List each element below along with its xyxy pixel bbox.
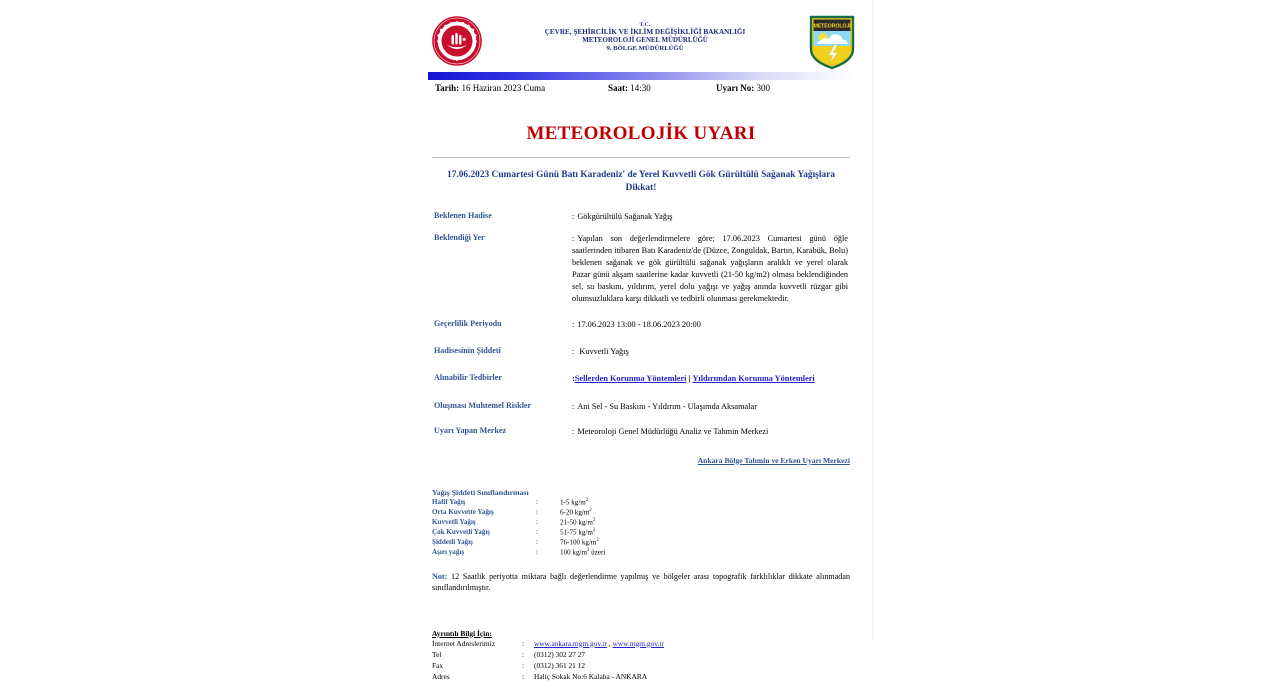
classification-name: Orta Kuvvette Yağış	[432, 507, 494, 516]
classification-colon: :	[536, 507, 538, 516]
field-value-validity: : 17.06.2023 13:00 - 18.06.2023 20:00	[572, 320, 701, 330]
field-row-center	[432, 426, 850, 438]
time-label: Saat:	[608, 83, 628, 93]
ministry-line-1: T.C.	[639, 22, 651, 28]
link-lightning-protection[interactable]: Yıldırımdan Korunma Yöntemleri	[692, 373, 815, 383]
field-label-risks: Oluşması Muhtemel Riskler	[434, 400, 532, 410]
classification-name: Şiddetli Yağış	[432, 537, 473, 546]
field-row-measures	[432, 373, 850, 385]
field-label-measures: Alınabilir Tedbirler	[434, 372, 502, 382]
contact-key: Adres	[432, 671, 450, 681]
turkish-republic-emblem-icon	[431, 15, 483, 67]
warning-no-label: Uyarı No:	[716, 83, 755, 93]
contact-value: (0312) 361 21 12	[534, 660, 586, 670]
contact-value: (0312) 302 27 27	[534, 649, 586, 659]
document-meta-row	[428, 83, 854, 99]
classification-colon: :	[536, 497, 538, 506]
field-row-severity	[432, 346, 850, 358]
field-label-center: Uyarı Yapan Merkez	[434, 425, 507, 435]
link-flood-protection[interactable]: Sellerden Korunma Yöntemleri	[574, 373, 687, 383]
classification-value: 1-5 $kg/m^2$	[560, 497, 589, 506]
header-gradient-bar	[428, 72, 854, 80]
contact-row	[432, 650, 664, 661]
classification-colon: :	[536, 537, 538, 546]
contact-key: Fax	[432, 660, 444, 670]
page-title: METEOROLOJİK UYARI	[526, 123, 756, 144]
note-text: 12 Saatlik periyotta miktara bağlı değerlendirme yapılmış ve bölgeler arası topografik farklılıklar dikkate alınmadan sınıflandırılmıştır.	[432, 571, 850, 593]
field-label-event: Beklenen Hadise	[434, 211, 492, 221]
contact-row	[432, 672, 664, 683]
classification-value: 51-75 $kg/m^2$	[560, 527, 596, 536]
contact-colon: :	[522, 671, 525, 681]
field-value-severity-text: Kuvvetli Yağış	[579, 346, 629, 356]
classification-title: Yağış Şiddeti Sınıflandırması	[432, 487, 529, 497]
field-value-measures: :Sellerden Korunma Yöntemleri | Yıldırımdan Korunma Yöntemleri	[572, 373, 815, 383]
document-masthead	[410, 0, 872, 72]
contact-key: Tel	[432, 649, 442, 659]
classification-value: 21-50 $kg/m^2$	[560, 517, 596, 526]
classification-row	[432, 508, 605, 518]
field-label-validity: Geçerlilik Periyodu	[434, 319, 502, 329]
ministry-line-4: 9. BÖLGE MÜDÜRLÜĞÜ	[606, 44, 684, 52]
classification-value: 76-100 $kg/m^2$	[560, 537, 599, 546]
field-value-location-text: Yapılan son değerlendirmelere göre; 17.06.2023 Cumartesi günü öğle saatlerinden itibaren Batı Karadeniz'de (Düzce, Zonguldak, Bartın, Karabük, Bolu) beklenen sağanak ve gök gürültülü sağanak yağışların aralıklı ve yerel olarak Pazar günü akşam saatlerine kadar kuvvetli (21-50 kg/m2) olması beklendiğinden sel, su baskını, yıldırım, yerel dolu yağışı ve yağış anında kuvvetli rüzgar gibi olumsuzluklara karşı dikkatli ve tedbirli olunması gerekmektedir.	[572, 234, 848, 304]
classification-name: Aşırı yağış	[432, 547, 465, 556]
date-field	[435, 83, 545, 93]
classification-value: 6-20 $kg/m^2$	[560, 507, 592, 516]
field-value-severity: : Kuvvetli Yağış	[572, 346, 629, 356]
date-label: Tarih:	[435, 83, 460, 93]
classification-name: Hafif Yağış	[432, 497, 466, 506]
classification-row	[432, 518, 605, 528]
classification-colon: :	[536, 517, 538, 526]
contact-colon: :	[522, 649, 525, 659]
link-ankara-forecast-center[interactable]: Ankara Bölge Tahmin ve Erken Uyarı Merkezi	[697, 455, 850, 465]
contact-table	[432, 639, 664, 683]
field-row-validity	[432, 319, 850, 331]
field-value-risks: : Ani Sel - Su Baskını - Yıldırım - Ulaşımda Aksamalar	[572, 401, 757, 411]
note-keyword: Not:	[432, 571, 448, 581]
ministry-line-2: ÇEVRE, ŞEHİRCİLİK VE İKLİM DEĞİŞİKLİĞİ BAKANLIĞI	[544, 28, 746, 37]
warning-document	[410, 0, 873, 681]
field-label-location: Beklendiği Yer	[434, 233, 485, 243]
classification-note	[432, 571, 850, 594]
classification-value: 100 $kg/m^2$ üzeri	[560, 547, 606, 556]
classification-row	[432, 548, 605, 558]
classification-row	[432, 528, 605, 538]
title-divider	[432, 157, 850, 158]
field-value-center-text: Meteoroloji Genel Müdürlüğü Analiz ve Tahmin Merkezi	[577, 426, 769, 436]
measures-separator: |	[688, 373, 691, 383]
field-value-event: : Gökgürültülü Sağanak Yağış	[572, 212, 673, 222]
classification-name: Çok Kuvvetli Yağış	[432, 527, 491, 536]
classification-row	[432, 498, 605, 508]
footer-heading: Ayrıntılı Bilgi İçin:	[432, 628, 492, 638]
contact-value: Haliç Sokak No:6 Kalaba - ANKARA	[534, 671, 648, 681]
contact-row	[432, 661, 664, 672]
field-label-severity: Hadisesinin Şiddeti	[434, 345, 501, 355]
contact-key: İnternet Adreslerimiz	[432, 638, 496, 648]
warning-subtitle: 17.06.2023 Cumartesi Günü Batı Karadeniz' de Yerel Kuvvetli Gök Gürültülü Sağanak Yağışlara Dikkat!	[447, 170, 835, 193]
signature-link-container	[432, 456, 850, 465]
ministry-line-3: METEOROLOJİ GENEL MÜDÜRLÜĞÜ	[582, 36, 708, 44]
field-value-location: : Yapılan son değerlendirmelere göre; 17.06.2023 Cumartesi günü öğle saatlerinden itibaren Batı Karadeniz'de (Düzce, Zonguldak, Bartın, Karabük, Bolu) beklenen sağanak ve gök gürültülü sağanak yağışların aralıklı ve yerel olarak Pazar günü akşam saatlerine kadar kuvvetli (21-50 kg/m2) olması beklendiğinden sel, su baskını, yıldırım, yerel dolu yağışı ve yağış anında kuvvetli rüzgar gibi olumsuzluklara karşı dikkatli ve tedbirli olunması gerekmektedir.	[572, 234, 848, 304]
date-value: 16 Haziran 2023 Cuma	[461, 83, 546, 93]
classification-colon: :	[536, 547, 538, 556]
warning-no-field	[716, 83, 770, 93]
time-field	[608, 83, 651, 93]
svg-text:METEOROLOJİ: METEOROLOJİ	[813, 23, 851, 30]
contact-colon: :	[522, 660, 525, 670]
contact-link[interactable]: www.ankara.mgm.gov.tr	[534, 638, 607, 648]
classification-colon: :	[536, 527, 538, 536]
precipitation-classification-block	[432, 488, 850, 558]
classification-name: Kuvvetli Yağış	[432, 517, 476, 526]
contact-value: www.ankara.mgm.gov.tr , www.mgm.gov.tr	[534, 638, 664, 648]
field-row-event	[432, 211, 850, 223]
field-value-center: : Meteoroloji Genel Müdürlüğü Analiz ve Tahmin Merkezi	[572, 426, 769, 436]
contact-footer	[432, 629, 850, 683]
contact-link[interactable]: www.mgm.gov.tr	[612, 638, 664, 648]
warning-no-value: 300	[756, 83, 770, 93]
meteoroloji-shield-logo-icon	[808, 15, 856, 70]
time-value: 14:30	[630, 83, 651, 93]
field-row-risks	[432, 401, 850, 413]
classification-table	[432, 498, 605, 558]
classification-row	[432, 538, 605, 548]
field-row-location	[432, 233, 850, 305]
field-value-event-text: Gökgürültülü Sağanak Yağış	[577, 212, 673, 222]
contact-row	[432, 639, 664, 650]
field-value-validity-text: 17.06.2023 13:00 - 18.06.2023 20:00	[577, 320, 701, 330]
field-value-risks-text: Ani Sel - Su Baskını - Yıldırım - Ulaşımda Aksamalar	[577, 401, 757, 411]
ministry-heading	[500, 22, 790, 52]
warning-fields	[432, 211, 850, 437]
contact-colon: :	[522, 638, 525, 648]
